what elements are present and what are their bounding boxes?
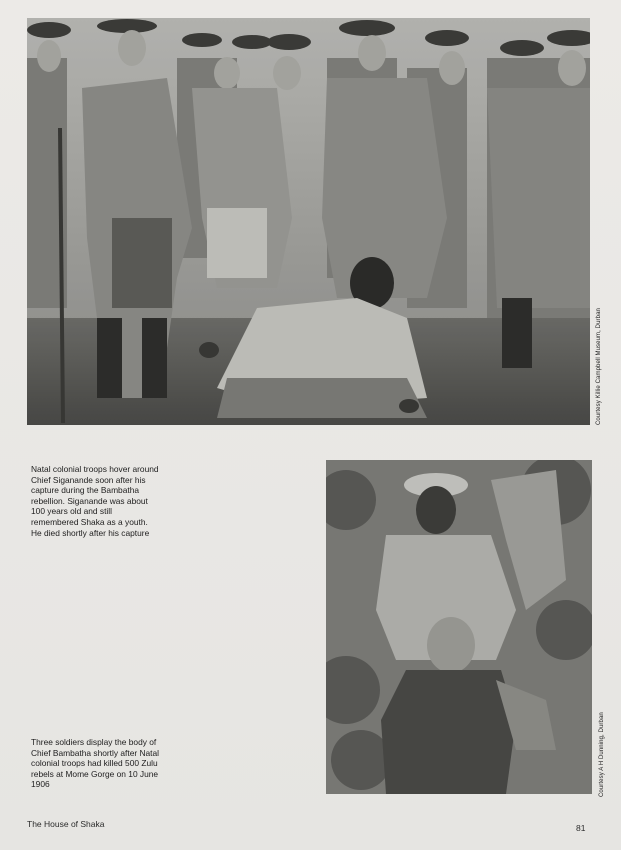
- photo-body-of-bambatha: [326, 460, 592, 794]
- caption-bambatha: Three soldiers display the body of Chief Bambatha shortly after Natal colonial troops had killed 500 Zulu rebels at Mome Gorge on 10 June 1906: [31, 737, 160, 790]
- photo-troops-illustration: [27, 18, 590, 425]
- page-number: 81: [576, 823, 586, 833]
- photo-troops-with-chief: [27, 18, 590, 425]
- photo-credit-bottom: Courtesy A H Dunning, Durban: [599, 712, 605, 797]
- caption-siganande: Natal colonial troops hover around Chief Siganande soon after his capture during the Bambatha rebellion. Siganande was about 100 years old and still remembered Shaka as a youth. He died shortly after his capture: [31, 464, 159, 538]
- photo-credit-top: Courtesy Killie Campbell Museum, Durban: [596, 308, 602, 425]
- running-footer-title: The House of Shaka: [27, 819, 105, 829]
- photo-bambatha-illustration: [326, 460, 592, 794]
